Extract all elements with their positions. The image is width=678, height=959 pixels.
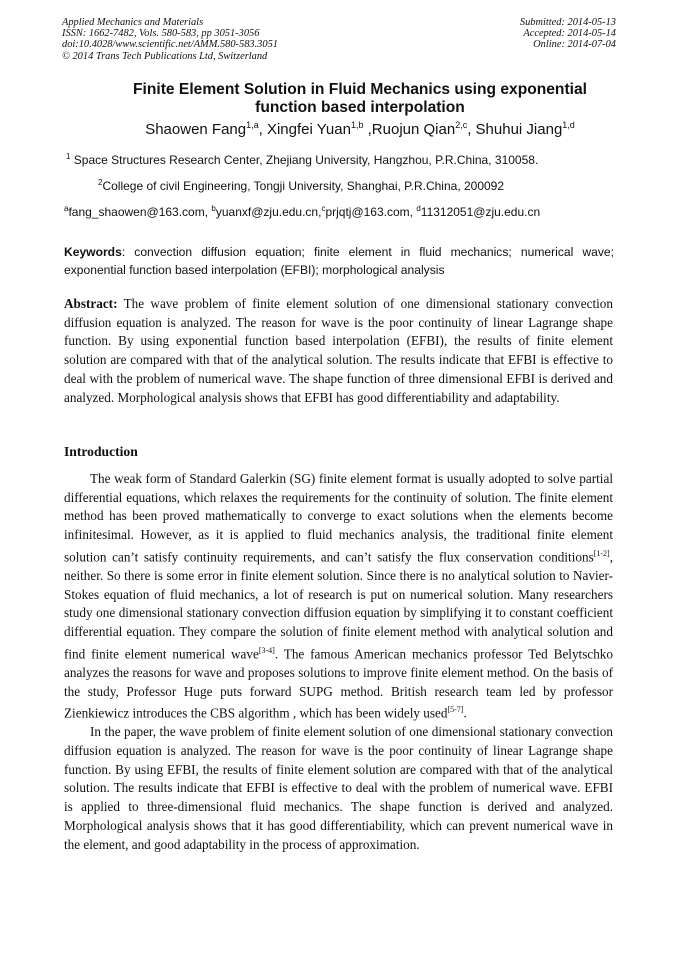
affiliation-1 (66, 152, 538, 167)
keywords (64, 243, 614, 279)
copyright: © 2014 Trans Tech Publications Ltd, Switzerland (62, 50, 268, 62)
intro-text: . The famous American mechanics professor Ted Belytschko analyzes the reasons for wave and proposes solutions to improve finite element method. On the basis of the study, Professor Huge puts forward SUPG method. British research team led by professor Zienkiewicz introduces the CBS algorithm , which has been widely used (64, 646, 613, 721)
email: fang_shaowen@163.com, (68, 205, 212, 219)
emails (64, 204, 540, 219)
affiliation-2-text: College of civil Engineering, Tongji University, Shanghai, P.R.China, 200092 (102, 179, 505, 193)
author-sup: 1,b (350, 120, 364, 130)
email: 11312051@zju.edu.cn (420, 205, 541, 219)
citation: [5-7] (447, 705, 464, 715)
author-sep: , (467, 121, 476, 138)
email: yuanxf@zju.edu.cn, (215, 205, 322, 219)
affiliation-2-sup: 2 (98, 178, 103, 187)
journal-name: Applied Mechanics and Materials (62, 17, 204, 28)
intro-text: . (463, 705, 467, 721)
author-sup: 1,a (246, 120, 259, 130)
author-sup: 2,c (455, 120, 468, 130)
author-sep: , (363, 121, 372, 138)
intro-text: , neither. So there is some error in finite element solution. Since there is no analytical solution to Navier-Stokes equation of fluid mechanics, a lot of research is put on numerical solution. Many researchers study one dimensional stationary convection diffusion equation by simplifying it to constant coefficient differential equation. They compare the solution of finite element method with analytical solution and find finite element numerical wave (64, 549, 613, 662)
citation: [1-2] (593, 548, 610, 558)
author-name: Shaowen Fang (145, 121, 247, 138)
dates-header (520, 17, 616, 51)
intro-text: The weak form of Standard Galerkin (SG) finite element format is usually adopted to solve partial differential equations, which relaxes the requirements for the continuity of solution. The finite element method has been proved mathematically to converge to exact solutions when the elements become infinitesimal. However, as it is applied to fluid mechanics analysis, the traditional finite element solution can’t satisfy continuity requirements, and can’t satisfy the flux conservation conditions (64, 471, 613, 565)
abstract (64, 295, 613, 407)
issn: ISSN: 1662-7482, Vols. 580-583, pp 3051-3056 (62, 28, 260, 40)
email: prjqtj@163.com, (325, 205, 417, 219)
paper-title (110, 81, 610, 117)
intro-paragraph-1 (64, 470, 613, 723)
citation: [3-4] (258, 645, 275, 655)
author-list (60, 120, 660, 138)
submitted-date: Submitted: 2014-05-13 (519, 17, 616, 28)
section-heading-introduction: Introduction (64, 444, 138, 459)
abstract-text: The wave problem of finite element solution of one dimensional stationary convection diffusion equation is analyzed. The reason for wave is the poor continuity of linear Lagrange shape function. By using exponential function based interpolation (EFBI), the results of finite element solution are compared with that of the analytical solution. The results indicate that EFBI is effective to deal with the problem of numerical wave. The shape function of three dimensional EFBI is derived and analyzed. Morphological analysis shows that EFBI has good differentiability and adaptability. (64, 296, 613, 405)
accepted-date: Accepted: 2014-05-14 (523, 28, 616, 40)
keywords-label: Keywords (64, 245, 122, 259)
affiliation-1-text: Space Structures Research Center, Zhejiang University, Hangzhou, P.R.China, 310058. (73, 153, 539, 167)
email-sup: d (416, 204, 421, 213)
author-sep: , (258, 121, 267, 138)
author-name: Xingfei Yuan (266, 121, 351, 138)
email-sup: a (64, 204, 69, 213)
intro-paragraph-2: In the paper, the wave problem of finite element solution of one dimensional stationary convection diffusion equation is analyzed. The reason for wave is the poor continuity of linear Lagrange shape function. By using EFBI, the results of finite element solution are compared with that of the analytical solution. The results indicate that EFBI is effective to deal with the problem of numerical wave. EFBI is applied to three-dimensional fluid mechanics. The shape function is derived and analyzed. Morphological analysis shows that it has good differentiability, which can prevent numerical wave in the element, and good adaptability in the process of approximation. (64, 724, 613, 852)
journal-header (62, 17, 278, 62)
email-sup: b (211, 204, 216, 213)
email-sup: c (321, 204, 326, 213)
online-date: Online: 2014-07-04 (533, 39, 616, 51)
title-line-1: Finite Element Solution in Fluid Mechanics using exponential (133, 81, 587, 98)
doi: doi:10.4028/www.scientific.net/AMM.580-583.3051 (62, 39, 278, 51)
author-name: Shuhui Jiang (475, 121, 563, 138)
author-sup: 1,d (562, 120, 575, 130)
affiliation-1-sup: 1 (66, 152, 71, 161)
title-line-2: function based interpolation (255, 99, 465, 116)
keywords-text: : convection diffusion equation; finite element in fluid mechanics; numerical wave; exponential function based interpolation (EFBI); morphological analysis (64, 245, 614, 277)
introduction-body (64, 470, 613, 854)
affiliation-2 (98, 178, 504, 193)
author-name: Ruojun Qian (371, 121, 456, 138)
abstract-label: Abstract: (64, 296, 118, 311)
